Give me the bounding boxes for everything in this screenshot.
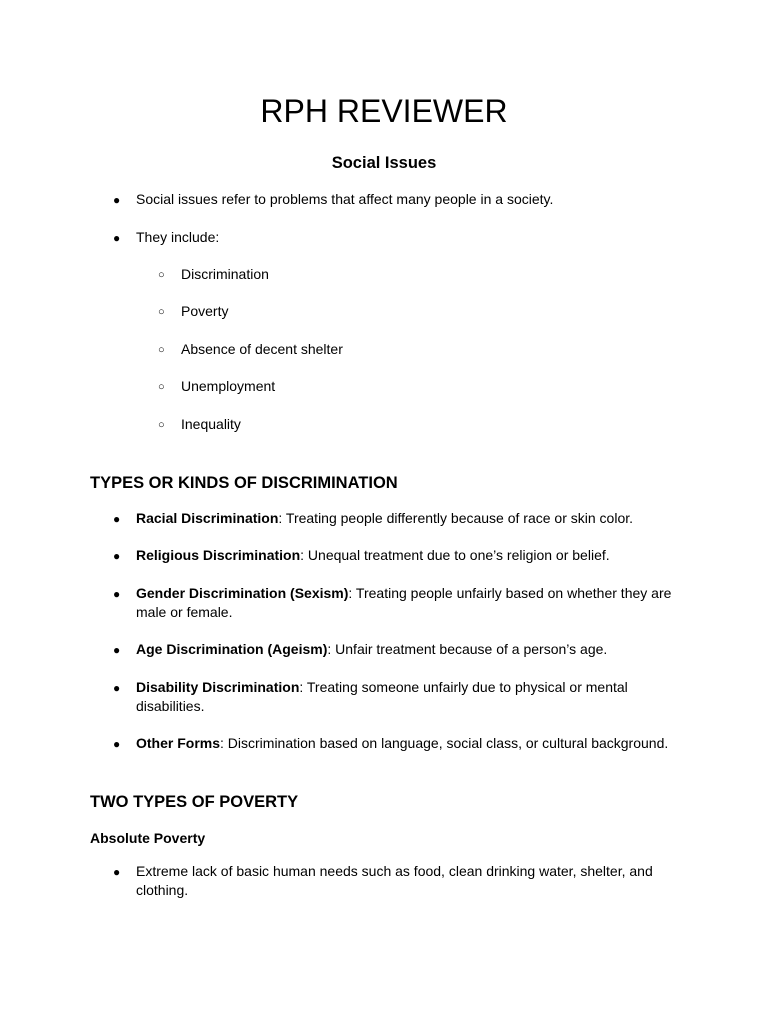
term-description: : Treating someone unfairly due to physical or mental disabilities. (136, 679, 628, 714)
discrimination-item (136, 678, 676, 716)
bullet-icon: ● (113, 587, 121, 601)
bullet-icon: ● (113, 193, 121, 207)
heading-discrimination-types: TYPES OR KINDS OF DISCRIMINATION (90, 474, 398, 492)
circle-bullet-icon: ○ (158, 344, 165, 356)
term-description: : Unequal treatment due to one’s religion or belief. (300, 547, 610, 563)
term-description: : Treating people unfairly based on whether they are male or female. (136, 585, 672, 620)
circle-bullet-icon: ○ (158, 381, 165, 393)
list-item: Poverty (181, 303, 229, 319)
term-label: Disability Discrimination (136, 679, 300, 695)
discrimination-item (136, 734, 676, 753)
bullet-icon: ● (113, 231, 121, 245)
discrimination-item (136, 546, 676, 565)
term-description: : Discrimination based on language, social class, or cultural background. (220, 735, 669, 751)
discrimination-item (136, 640, 676, 659)
bullet-icon: ● (113, 865, 121, 879)
absolute-poverty-definition: Extreme lack of basic human needs such as food, clean drinking water, shelter, and clothing. (136, 863, 653, 898)
term-label: Other Forms (136, 735, 221, 751)
bullet-icon: ● (113, 512, 121, 526)
circle-bullet-icon: ○ (158, 306, 165, 318)
circle-bullet-icon: ○ (158, 419, 165, 431)
heading-poverty-types: TWO TYPES OF POVERTY (90, 793, 299, 811)
document-title: RPH REVIEWER (260, 93, 508, 129)
bullet-icon: ● (113, 681, 121, 695)
term-label: Racial Discrimination (136, 510, 279, 526)
term-label: Gender Discrimination (Sexism) (136, 585, 349, 601)
bullet-icon: ● (113, 737, 121, 751)
circle-bullet-icon: ○ (158, 269, 165, 281)
section-title-social-issues: Social Issues (331, 154, 437, 172)
term-label: Age Discrimination (Ageism) (136, 641, 328, 657)
term-label: Religious Discrimination (136, 547, 301, 563)
discrimination-item (136, 509, 676, 528)
bullet-icon: ● (113, 549, 121, 563)
include-label: They include: (136, 229, 220, 245)
subheading-absolute-poverty: Absolute Poverty (90, 830, 206, 846)
bullet-icon: ● (113, 643, 121, 657)
list-item: Discrimination (181, 266, 269, 282)
list-item: Absence of decent shelter (181, 341, 343, 357)
list-item: Unemployment (181, 378, 276, 394)
social-issues-definition: Social issues refer to problems that affect many people in a society. (136, 191, 554, 207)
list-item: Inequality (181, 416, 241, 432)
discrimination-item (136, 584, 676, 622)
term-description: : Unfair treatment because of a person’s age. (327, 641, 608, 657)
term-description: : Treating people differently because of race or skin color. (278, 510, 634, 526)
